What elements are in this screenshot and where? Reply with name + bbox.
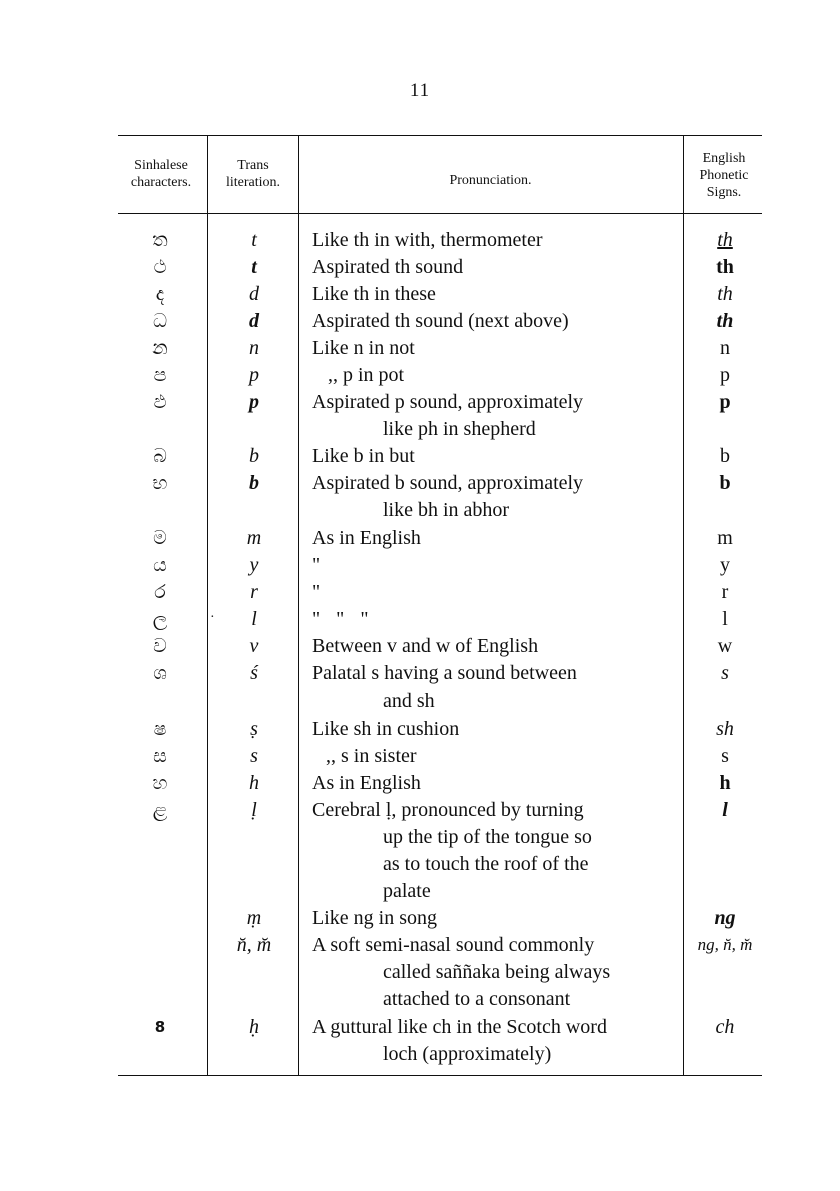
table-top-rule [118,135,762,136]
row-transliteration: d [249,310,259,332]
row-pronunciation-continued: like bh in abhor [383,499,510,521]
margin-tick-mark: · [210,610,215,625]
row-char: ස [153,745,167,767]
row-transliteration: ṣ [250,718,258,740]
row-phonetic-sign: ng, n̆, m̆ [697,935,753,954]
row-phonetic-sign: th [716,256,734,278]
row-pronunciation: Aspirated th sound (next above) [312,310,569,332]
row-pronunciation-continued: as to touch the roof of the [383,853,589,875]
table-bottom-rule [118,1075,762,1076]
row-char: ර [154,581,166,603]
row-transliteration: p [249,391,259,413]
row-pronunciation: Like ng in song [312,907,437,929]
row-phonetic-sign: m [717,527,733,549]
column-divider-2 [298,135,299,1075]
row-transliteration: t [251,256,257,278]
row-pronunciation-continued: called saññaka being always [383,961,611,983]
header-english-phonetic: English Phonetic Signs. [699,151,749,200]
row-char: බ [153,445,167,467]
row-pronunciation: Aspirated th sound [312,256,464,278]
row-pronunciation: Aspirated p sound, approximately [312,391,584,413]
row-transliteration: ḥ [249,1016,259,1038]
row-phonetic-sign: th [717,229,733,251]
row-transliteration: m [246,527,262,549]
row-char: ද [155,283,165,305]
row-transliteration: s [250,745,258,767]
row-pronunciation-continued: like ph in shepherd [383,418,536,440]
row-phonetic-sign: sh [716,718,734,740]
row-char: ය [153,554,167,576]
row-phonetic-sign: p [719,391,731,413]
row-char: ධ [152,310,168,332]
row-char: ඵ [153,391,167,413]
row-pronunciation: " [312,554,321,576]
row-phonetic-sign: ch [715,1016,735,1038]
row-phonetic-sign: th [716,310,734,332]
row-pronunciation: As in English [312,772,421,794]
row-char: ශ [153,662,167,684]
row-char: ළ [152,799,168,821]
row-transliteration: ś [250,662,258,684]
row-transliteration: r [250,581,258,603]
row-pronunciation: Like th in with, thermometer [312,229,543,251]
row-char: ව [153,635,167,657]
row-phonetic-sign: ng [714,907,736,929]
row-pronunciation: Like sh in cushion [312,718,460,740]
row-pronunciation: Cerebral ḷ, pronounced by turning [312,799,584,821]
row-phonetic-sign: p [720,364,730,386]
row-pronunciation-continued: loch (approximately) [383,1043,552,1065]
row-transliteration: b [249,472,259,494]
header-sinhalese: Sinhalese characters. [130,158,192,190]
row-transliteration: n̆, m̆ [236,934,272,956]
row-pronunciation-continued: up the tip of the tongue so [383,826,592,848]
row-phonetic-sign: h [719,772,731,794]
row-phonetic-sign: l [722,608,728,630]
row-transliteration: ḷ [251,799,257,821]
row-pronunciation-continued: palate [383,880,431,902]
row-transliteration: l [251,608,257,630]
row-char: ථ [153,256,167,278]
row-pronunciation-continued: attached to a consonant [383,988,571,1010]
row-pronunciation: Like b in but [312,445,415,467]
row-transliteration: p [249,364,259,386]
row-transliteration: t [251,229,257,251]
column-divider-1 [207,135,208,1075]
row-pronunciation: Palatal s having a sound between [312,662,577,684]
row-pronunciation: ,, s in sister [326,745,417,767]
row-phonetic-sign: s [721,662,729,684]
row-char: ප [153,364,167,386]
row-char: භ [152,472,168,494]
row-phonetic-sign: b [719,472,731,494]
row-phonetic-sign: w [717,635,733,657]
row-phonetic-sign: y [720,554,730,576]
row-char: න [152,337,168,359]
row-pronunciation: As in English [312,527,421,549]
row-transliteration: b [249,445,259,467]
header-transliteration: Trans literation. [225,158,281,190]
row-pronunciation: ,, p in pot [328,364,405,386]
row-transliteration: v [249,635,259,657]
row-pronunciation: Aspirated b sound, approximately [312,472,584,494]
row-pronunciation: Between v and w of English [312,635,539,657]
row-phonetic-sign: n [720,337,730,359]
row-phonetic-sign: th [717,283,733,305]
row-char: ෂ [153,718,167,740]
row-phonetic-sign: l [722,799,728,821]
page-number: 11 [409,80,431,101]
row-pronunciation: " " " [312,608,369,630]
row-char: ල [152,608,168,630]
row-phonetic-sign: s [721,745,729,767]
row-char: 8 [154,1018,166,1036]
row-char: ත [152,229,168,251]
row-phonetic-sign: r [721,581,729,603]
header-bottom-rule [118,213,762,214]
row-pronunciation: Like n in not [312,337,415,359]
row-pronunciation: " [312,581,321,603]
row-phonetic-sign: b [720,445,730,467]
header-pronunciation: Pronunciation. [449,173,532,188]
row-transliteration: d [249,283,259,305]
row-char: හ [152,772,168,794]
row-pronunciation: A guttural like ch in the Scotch word [312,1016,607,1038]
row-pronunciation: Like th in these [312,283,436,305]
row-pronunciation: A soft semi-nasal sound commonly [312,934,595,956]
row-transliteration: n [249,337,259,359]
row-char: ම [153,527,167,549]
row-pronunciation-continued: and sh [383,690,435,712]
row-transliteration: ṃ [246,907,262,929]
row-transliteration: h [249,772,259,794]
column-divider-3 [683,135,684,1075]
row-transliteration: y [249,554,259,576]
